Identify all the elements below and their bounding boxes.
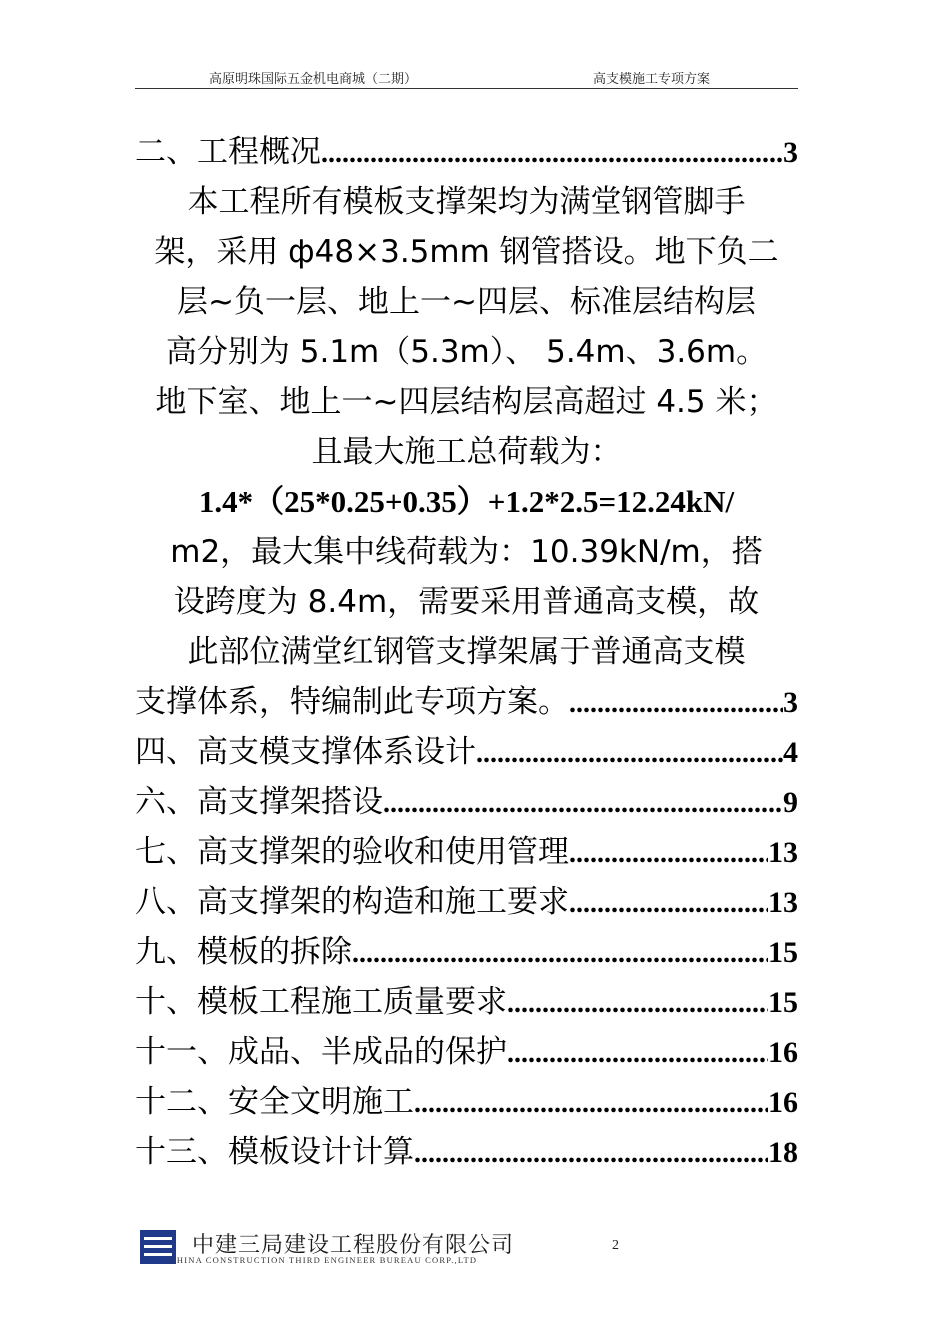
paragraph-line: 地下室、地上一~四层结构层高超过 4.5 米； [155,384,778,420]
toc-entry-label: 六、高支撑架搭设 [135,784,383,820]
toc-entry[interactable] [135,1027,798,1077]
toc-entry-page: 3 [783,686,798,719]
paragraph-line: 层~负一层、地上一~四层、标准层结构层 [177,284,756,320]
page-header [135,64,798,89]
paragraph-line: m2，最大集中线荷载为：10.39kN/m，搭 [170,534,763,570]
paragraph-line: 架，采用 ф48×3.5mm 钢管搭设。地下负二 [154,234,779,270]
toc-entry[interactable] [135,927,798,977]
toc-entry-label: 支撑体系，特编制此专项方案。 [135,684,569,720]
toc-entry-page: 15 [768,936,798,969]
paragraph-line: 设跨度为 8.4m，需要采用普通高支模，故 [173,584,760,620]
header-project-title: 高原明珠国际五金机电商城（二期） [209,72,418,87]
toc-leader-dots [321,129,783,179]
toc-entry-label: 十二、安全文明施工 [135,1084,414,1120]
toc-entry-page: 3 [783,136,798,169]
company-name: 中建三局建设工程股份有限公司 [192,1233,515,1258]
toc-leader-dots [569,829,768,879]
toc-leader-dots [569,679,783,729]
toc-leader-dots [414,1079,768,1129]
page-number: 2 [612,1238,619,1253]
toc-entry-page: 13 [768,886,798,919]
table-of-contents [135,127,798,1177]
toc-entry-label: 十、模板工程施工质量要求 [135,984,507,1020]
toc-entry[interactable] [135,777,798,827]
paragraph-line: 且最大施工总荷载为： [311,434,622,470]
page-footer [140,1228,660,1268]
toc-entry-label: 九、模板的拆除 [135,934,352,970]
toc-entry-label: 十一、成品、半成品的保护 [135,1034,507,1070]
toc-entry-label: 二、工程概况 [135,134,321,170]
toc-leader-dots [383,779,783,829]
header-document-title: 高支模施工专项方案 [593,72,711,87]
toc-leader-dots [507,979,768,1029]
toc-entry-page: 4 [783,736,798,769]
toc-entry-label: 四、高支模支撑体系设计 [135,734,476,770]
toc-leader-dots [569,879,768,929]
toc-leader-dots [476,729,783,779]
toc-entry[interactable] [135,727,798,777]
toc-entry-page: 18 [768,1136,798,1169]
toc-entry[interactable] [135,1077,798,1127]
toc-leader-dots [507,1029,768,1079]
toc-entry[interactable] [135,127,798,177]
toc-entry-page: 15 [768,986,798,1019]
toc-entry[interactable] [135,827,798,877]
paragraph-line: 此部位满堂红钢管支撑架属于普通高支模 [187,634,746,670]
toc-entry-page: 13 [768,836,798,869]
toc-entry-page: 9 [783,786,798,819]
toc-entry-page: 16 [768,1086,798,1119]
toc-leader-dots [414,1129,768,1179]
paragraph-line: 本工程所有模板支撑架均为满堂钢管脚手 [187,184,746,220]
toc-entry[interactable] [135,877,798,927]
toc-entry-page: 16 [768,1036,798,1069]
overview-paragraph [135,177,798,727]
toc-entry[interactable] [135,977,798,1027]
paragraph-line: 高分别为 5.1m（5.3m）、 5.4m、3.6m。 [165,334,768,370]
toc-entry[interactable] [135,1127,798,1177]
toc-leader-dots [352,929,768,979]
paragraph-line: 1.4*（25*0.25+0.35）+1.2*2.5=12.24kN/ [198,484,735,519]
company-name-english: CHINA CONSTRUCTION THIRD ENGINEER BUREAU CORP.,LTD [170,1255,478,1265]
toc-entry[interactable] [135,677,798,727]
toc-entry-label: 七、高支撑架的验收和使用管理 [135,834,569,870]
toc-entry-label: 八、高支撑架的构造和施工要求 [135,884,569,920]
toc-entry-label: 十三、模板设计计算 [135,1134,414,1170]
